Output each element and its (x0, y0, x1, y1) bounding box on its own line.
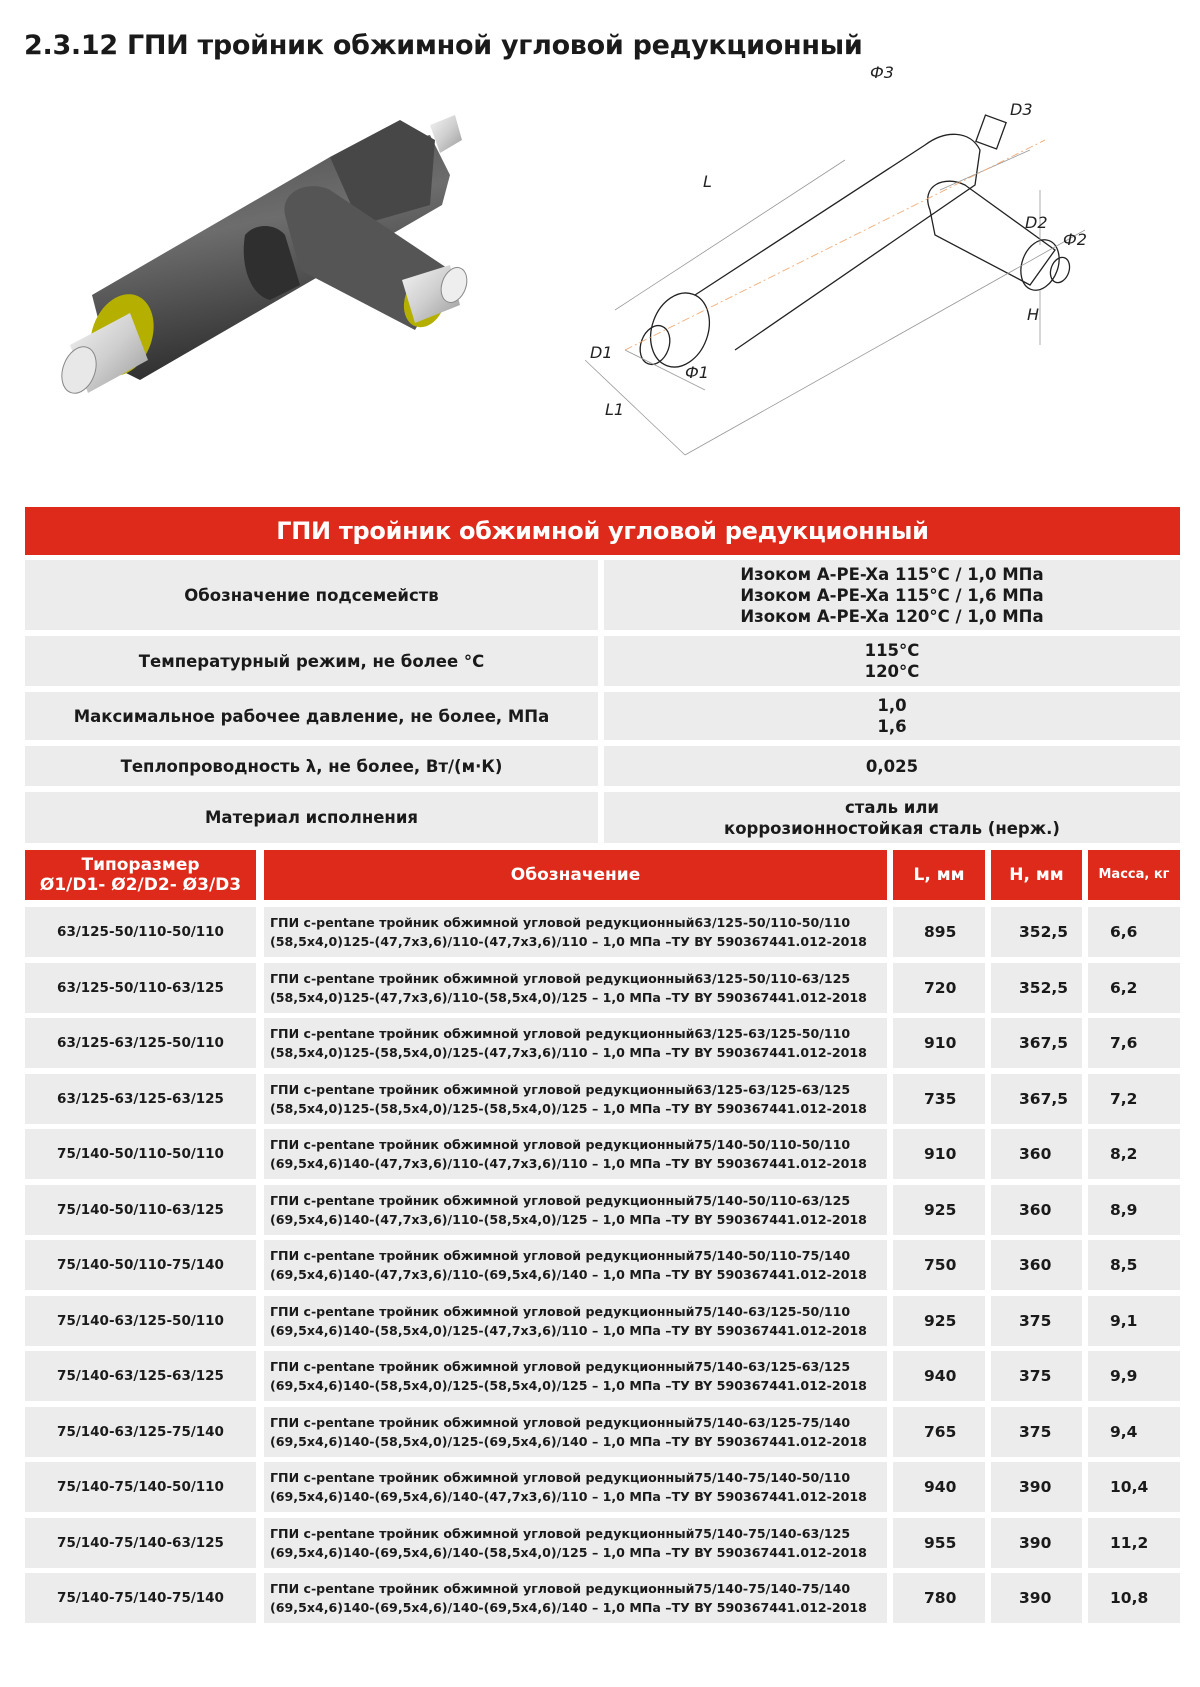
spec-value-line: коррозионностойкая сталь (нерж.) (724, 818, 1060, 838)
spec-banner: ГПИ тройник обжимной угловой редукционный (25, 507, 1180, 555)
cell-length: 765 (893, 1407, 985, 1457)
dim-label-L1: L1 (605, 400, 625, 419)
designation-line2: (69,5x4,6)140-(69,5x4,6)/140-(58,5x4,0)/125 – 1,0 МПа –ТУ BY 590367441.012-2018 (270, 1544, 867, 1560)
designation-line1: ГПИ c-pentane тройник обжимной угловой редукционный75/140-63/125-75/140 (270, 1414, 851, 1430)
spec-value (604, 746, 1180, 786)
cell-length: 925 (893, 1185, 985, 1235)
spec-row (25, 636, 1180, 686)
spec-value-line: Изоком А-PE-Xa 120°C / 1,0 МПа (740, 606, 1044, 626)
designation-line1: ГПИ c-pentane тройник обжимной угловой редукционный75/140-50/110-63/125 (270, 1192, 851, 1208)
designation-line1: ГПИ c-pentane тройник обжимной угловой редукционный75/140-63/125-50/110 (270, 1303, 851, 1319)
designation-line1: ГПИ c-pentane тройник обжимной угловой редукционный75/140-50/110-75/140 (270, 1248, 851, 1263)
cell-height: 360 (991, 1240, 1082, 1290)
dim-label-H: H (1027, 305, 1040, 324)
cell-designation (264, 1074, 887, 1124)
designation-line2: (58,5x4,0)125-(58,5x4,0)/125-(47,7x3,6)/110 – 1,0 МПа –ТУ BY 590367441.012-2018 (270, 1045, 867, 1060)
table-row (25, 1407, 1180, 1457)
cell-designation (264, 1240, 887, 1290)
designation-line2: (69,5x4,6)140-(47,7x3,6)/110-(58,5x4,0)/125 – 1,0 МПа –ТУ BY 590367441.012-2018 (270, 1211, 867, 1227)
cell-size: 63/125-63/125-50/110 (25, 1018, 256, 1068)
table-row (25, 1129, 1180, 1179)
product-render-image (30, 95, 480, 475)
dim-label-phi3: Ф3 (870, 63, 894, 82)
cell-mass: 8,2 (1088, 1129, 1180, 1179)
table-row (25, 1462, 1180, 1512)
spec-label: Теплопроводность λ, не более, Вт/(м·К) (25, 746, 598, 786)
spec-row (25, 792, 1180, 843)
spec-value (604, 692, 1180, 740)
table-row (25, 907, 1180, 957)
cell-height: 367,5 (991, 1018, 1082, 1068)
cell-designation (264, 1462, 887, 1512)
dimension-lines (585, 150, 1085, 455)
cell-size: 75/140-75/140-63/125 (25, 1518, 256, 1568)
designation-line2: (58,5x4,0)125-(47,7x3,6)/110-(58,5x4,0)/125 – 1,0 МПа –ТУ BY 590367441.012-2018 (270, 989, 867, 1005)
spec-value-line: Изоком А-PE-Xa 115°C / 1,6 МПа (740, 585, 1044, 605)
cell-height: 390 (991, 1462, 1082, 1512)
cell-length: 750 (893, 1240, 985, 1290)
designation-line2: (69,5x4,6)140-(47,7x3,6)/110-(47,7x3,6)/110 – 1,0 МПа –ТУ BY 590367441.012-2018 (270, 1156, 867, 1171)
table-row (25, 1573, 1180, 1623)
cell-length: 910 (893, 1129, 985, 1179)
designation-line1: ГПИ c-pentane тройник обжимной угловой редукционный75/140-63/125-63/125 (270, 1359, 851, 1374)
dim-label-D3: D3 (1010, 100, 1033, 119)
cell-mass: 6,2 (1088, 963, 1180, 1013)
spec-value-line: 0,025 (865, 756, 919, 776)
dim-label-D2: D2 (1025, 213, 1048, 232)
cell-height: 367,5 (991, 1074, 1082, 1124)
spec-label: Максимальное рабочее давление, не более, МПа (25, 692, 598, 740)
spec-value-line: 120°C (864, 662, 920, 681)
spec-value (604, 636, 1180, 686)
cell-size: 63/125-50/110-50/110 (25, 907, 256, 957)
page-title: 2.3.12 ГПИ тройник обжимной угловой редукционный (24, 30, 863, 61)
cell-height: 360 (991, 1129, 1082, 1179)
cell-size: 63/125-50/110-63/125 (25, 963, 256, 1013)
cell-length: 895 (893, 907, 985, 957)
cell-size: 75/140-50/110-50/110 (25, 1129, 256, 1179)
cell-length: 940 (893, 1351, 985, 1401)
designation-line2: (69,5x4,6)140-(58,5x4,0)/125-(47,7x3,6)/110 – 1,0 МПа –ТУ BY 590367441.012-2018 (270, 1322, 867, 1338)
cell-height: 352,5 (991, 907, 1082, 957)
cell-size: 75/140-50/110-63/125 (25, 1185, 256, 1235)
cell-mass: 7,2 (1088, 1074, 1180, 1124)
cell-length: 955 (893, 1518, 985, 1568)
cell-length: 940 (893, 1462, 985, 1512)
designation-line1: ГПИ c-pentane тройник обжимной угловой редукционный75/140-75/140-63/125 (270, 1525, 851, 1541)
cell-size: 75/140-63/125-63/125 (25, 1351, 256, 1401)
cell-length: 925 (893, 1296, 985, 1346)
table-row (25, 1518, 1180, 1568)
header-designation: Обозначение (264, 850, 887, 900)
dim-label-D1: D1 (590, 343, 613, 362)
cell-size: 63/125-63/125-63/125 (25, 1074, 256, 1124)
cell-designation (264, 1129, 887, 1179)
table-row (25, 1240, 1180, 1290)
designation-line1: ГПИ c-pentane тройник обжимной угловой редукционный75/140-75/140-50/110 (270, 1470, 851, 1485)
table-row (25, 963, 1180, 1013)
designation-line2: (69,5x4,6)140-(58,5x4,0)/125-(69,5x4,6)/140 – 1,0 МПа –ТУ BY 590367441.012-2018 (270, 1433, 867, 1449)
designation-line1: ГПИ c-pentane тройник обжимной угловой редукционный75/140-75/140-75/140 (270, 1581, 851, 1596)
cell-mass: 7,6 (1088, 1018, 1180, 1068)
designation-line2: (69,5x4,6)140-(69,5x4,6)/140-(69,5x4,6)/140 – 1,0 МПа –ТУ BY 590367441.012-2018 (270, 1600, 867, 1615)
cell-height: 390 (991, 1573, 1082, 1623)
header-height: H, мм (991, 850, 1082, 900)
spec-row (25, 692, 1180, 740)
cell-designation (264, 1573, 887, 1623)
header-size (25, 850, 256, 900)
spec-row (25, 746, 1180, 786)
cell-length: 910 (893, 1018, 985, 1068)
cell-height: 360 (991, 1185, 1082, 1235)
cell-height: 352,5 (991, 963, 1082, 1013)
table-header (25, 850, 1180, 900)
designation-line1: ГПИ c-pentane тройник обжимной угловой редукционный63/125-63/125-50/110 (270, 1026, 851, 1041)
dim-label-L: L (703, 172, 712, 191)
spec-row (25, 560, 1180, 630)
cell-mass: 8,9 (1088, 1185, 1180, 1235)
cell-height: 375 (991, 1407, 1082, 1457)
cell-height: 390 (991, 1518, 1082, 1568)
header-length: L, мм (893, 850, 985, 900)
cell-designation (264, 963, 887, 1013)
spec-value-line: 1,6 (877, 717, 907, 736)
designation-line1: ГПИ c-pentane тройник обжимной угловой редукционный63/125-50/110-50/110 (270, 915, 851, 930)
cell-length: 780 (893, 1573, 985, 1623)
tee-outline-shape (635, 115, 1073, 375)
cell-designation (264, 1407, 887, 1457)
header-size-line2: Ø1/D1- Ø2/D2- Ø3/D3 (39, 875, 242, 895)
cell-designation (264, 1185, 887, 1235)
cell-mass: 10,4 (1088, 1462, 1180, 1512)
dim-label-phi2: Ф2 (1063, 230, 1087, 249)
designation-line2: (58,5x4,0)125-(58,5x4,0)/125-(58,5x4,0)/125 – 1,0 МПа –ТУ BY 590367441.012-2018 (270, 1100, 867, 1116)
spec-value-line: Изоком А-PE-Xa 115°C / 1,0 МПа (740, 564, 1044, 584)
header-mass: Масса, кг (1088, 850, 1180, 900)
designation-line1: ГПИ c-pentane тройник обжимной угловой редукционный63/125-50/110-63/125 (270, 970, 851, 986)
designation-line2: (69,5x4,6)140-(47,7x3,6)/110-(69,5x4,6)/140 – 1,0 МПа –ТУ BY 590367441.012-2018 (270, 1267, 867, 1282)
cell-size: 75/140-50/110-75/140 (25, 1240, 256, 1290)
cell-mass: 11,2 (1088, 1518, 1180, 1568)
spec-value (604, 560, 1180, 630)
dim-label-phi1: Ф1 (685, 363, 709, 382)
cell-length: 735 (893, 1074, 985, 1124)
spec-label: Температурный режим, не более °C (25, 636, 598, 686)
cell-mass: 9,1 (1088, 1296, 1180, 1346)
header-size-line1: Типоразмер (81, 855, 200, 875)
table-row (25, 1185, 1180, 1235)
cell-mass: 9,9 (1088, 1351, 1180, 1401)
cell-size: 75/140-75/140-75/140 (25, 1573, 256, 1623)
designation-line2: (69,5x4,6)140-(69,5x4,6)/140-(47,7x3,6)/110 – 1,0 МПа –ТУ BY 590367441.012-2018 (270, 1489, 867, 1504)
cell-height: 375 (991, 1296, 1082, 1346)
cell-mass: 10,8 (1088, 1573, 1180, 1623)
cell-size: 75/140-63/125-50/110 (25, 1296, 256, 1346)
cell-size: 75/140-63/125-75/140 (25, 1407, 256, 1457)
table-row (25, 1351, 1180, 1401)
table-row (25, 1074, 1180, 1124)
cell-height: 375 (991, 1351, 1082, 1401)
cell-mass: 6,6 (1088, 907, 1180, 957)
cell-designation (264, 907, 887, 957)
designation-line2: (69,5x4,6)140-(58,5x4,0)/125-(58,5x4,0)/125 – 1,0 МПа –ТУ BY 590367441.012-2018 (270, 1378, 867, 1393)
designation-line1: ГПИ c-pentane тройник обжимной угловой редукционный63/125-63/125-63/125 (270, 1081, 851, 1097)
cell-length: 720 (893, 963, 985, 1013)
spec-value-line: 115°C (864, 641, 920, 660)
designation-line1: ГПИ c-pentane тройник обжимной угловой редукционный75/140-50/110-50/110 (270, 1137, 851, 1152)
technical-drawing (585, 60, 1100, 480)
cell-designation (264, 1296, 887, 1346)
cell-mass: 8,5 (1088, 1240, 1180, 1290)
spec-label: Обозначение подсемейств (25, 560, 598, 630)
spec-value-line: 1,0 (877, 696, 907, 715)
spec-value-line: сталь или (845, 797, 939, 817)
table-row (25, 1018, 1180, 1068)
cell-mass: 9,4 (1088, 1407, 1180, 1457)
cell-designation (264, 1518, 887, 1568)
table-row (25, 1296, 1180, 1346)
cell-size: 75/140-75/140-50/110 (25, 1462, 256, 1512)
designation-line2: (58,5x4,0)125-(47,7x3,6)/110-(47,7x3,6)/110 – 1,0 МПа –ТУ BY 590367441.012-2018 (270, 934, 867, 949)
spec-value (604, 792, 1180, 843)
cell-designation (264, 1351, 887, 1401)
cell-designation (264, 1018, 887, 1068)
spec-label: Материал исполнения (25, 792, 598, 843)
